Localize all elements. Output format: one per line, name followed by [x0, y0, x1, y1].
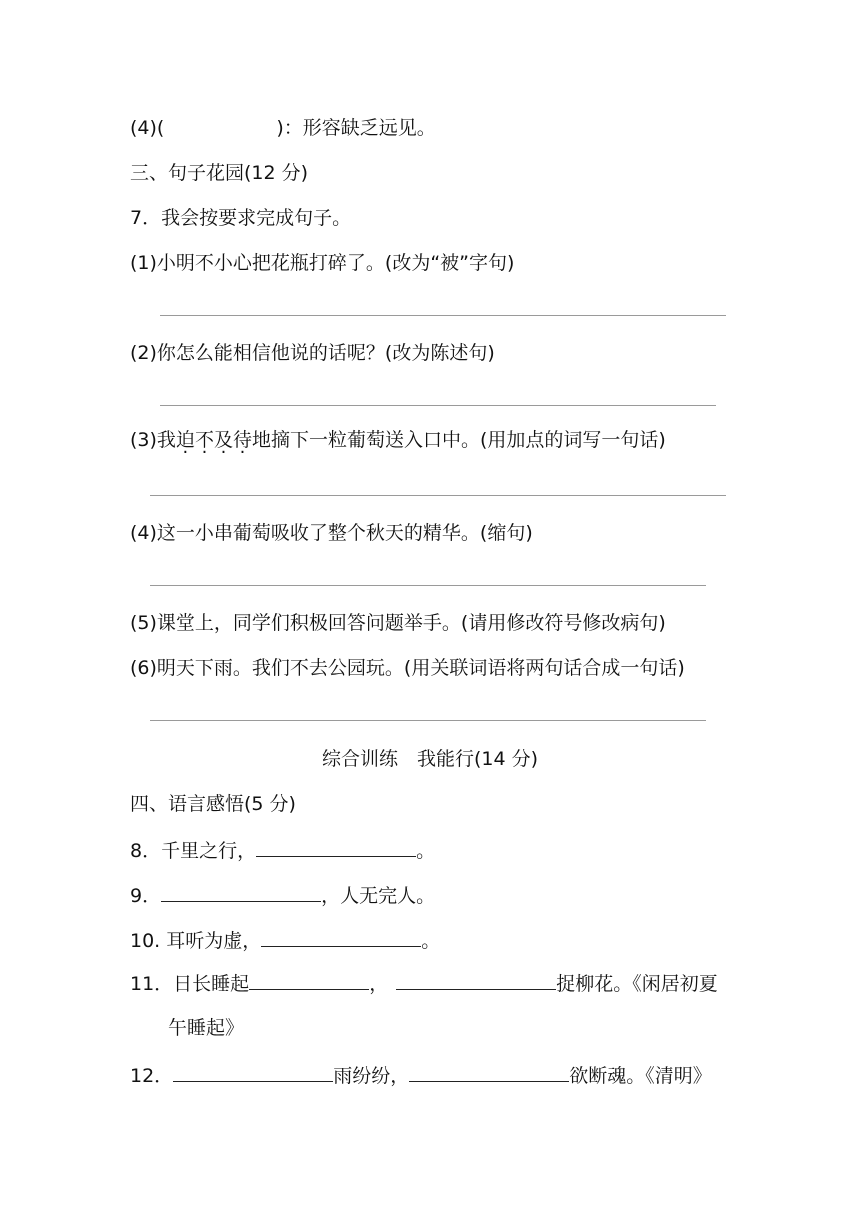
dotted-char: 及	[213, 429, 233, 451]
q12	[130, 1063, 712, 1088]
q6-4-suffix: )：形容缺乏远见。	[276, 117, 436, 139]
q7-sentence-5: (5)课堂上，同学们积极回答问题举手。(请用修改符号修改病句)	[130, 612, 666, 634]
q12-num: 12．	[130, 1065, 174, 1087]
q7-sentence-2: (2)你怎么能相信他说的话呢？(改为陈述句)	[130, 342, 495, 364]
q6-item-4	[130, 116, 436, 140]
answer-line-1[interactable]	[160, 315, 726, 316]
q10-text: 10. 耳听为虚，	[130, 930, 262, 952]
answer-line-2[interactable]	[160, 405, 716, 406]
q11-blank-2[interactable]	[396, 971, 556, 990]
answer-line-3[interactable]	[150, 495, 726, 496]
q12-blank-2[interactable]	[409, 1063, 569, 1082]
section3-title: 三、句子花园(12 分)	[130, 162, 309, 184]
q11-text: 11．日长睡起	[130, 973, 250, 995]
s3-after: 地摘下一粒葡萄送入口中。(用加点的词写一句话)	[251, 429, 666, 451]
q7-intro: 7．我会按要求完成句子。	[130, 207, 352, 229]
q11-comma: ，	[369, 973, 389, 995]
q10	[130, 928, 440, 953]
q9	[130, 883, 435, 908]
q11-text-2: 捉柳花。《闲居初夏	[556, 973, 718, 995]
dotted-char: 不	[194, 429, 214, 451]
q9-num: 9．	[130, 885, 162, 907]
q12-text: 雨纷纷，	[333, 1065, 410, 1087]
q7-sentence-6: (6)明天下雨。我们不去公园玩。(用关联词语将两句话合成一句话)	[130, 657, 685, 679]
q12-blank-1[interactable]	[173, 1063, 333, 1082]
dotted-char: 迫	[175, 429, 195, 451]
dotted-char: 待	[232, 429, 252, 451]
part-title: 综合训练 我能行(14 分)	[321, 748, 539, 770]
q8-text: 8．千里之行，	[130, 840, 257, 862]
q8-blank[interactable]	[256, 838, 416, 857]
q8	[130, 838, 435, 863]
answer-line-6[interactable]	[150, 720, 706, 721]
q7-sentence-3	[130, 428, 666, 452]
answer-line-4[interactable]	[150, 585, 706, 586]
section4-title: 四、语言感悟(5 分)	[130, 793, 296, 815]
q12-text-2: 欲断魂。《清明》	[569, 1065, 712, 1087]
q10-end: 。	[421, 930, 441, 952]
q11	[130, 971, 718, 996]
q9-text: ，人无完人。	[321, 885, 436, 907]
q7-sentence-1: (1)小明不小心把花瓶打碎了。(改为“被”字句)	[130, 252, 515, 274]
q6-4-prefix: (4)(	[130, 117, 165, 139]
q11-blank-1[interactable]	[249, 971, 369, 990]
q11-continued: 午睡起》	[168, 1017, 245, 1039]
q7-sentence-4: (4)这一小串葡萄吸收了整个秋天的精华。(缩句)	[130, 522, 533, 544]
s3-before: (3)我	[130, 429, 176, 451]
q8-end: 。	[416, 840, 436, 862]
q9-blank[interactable]	[161, 883, 321, 902]
q10-blank[interactable]	[261, 928, 421, 947]
